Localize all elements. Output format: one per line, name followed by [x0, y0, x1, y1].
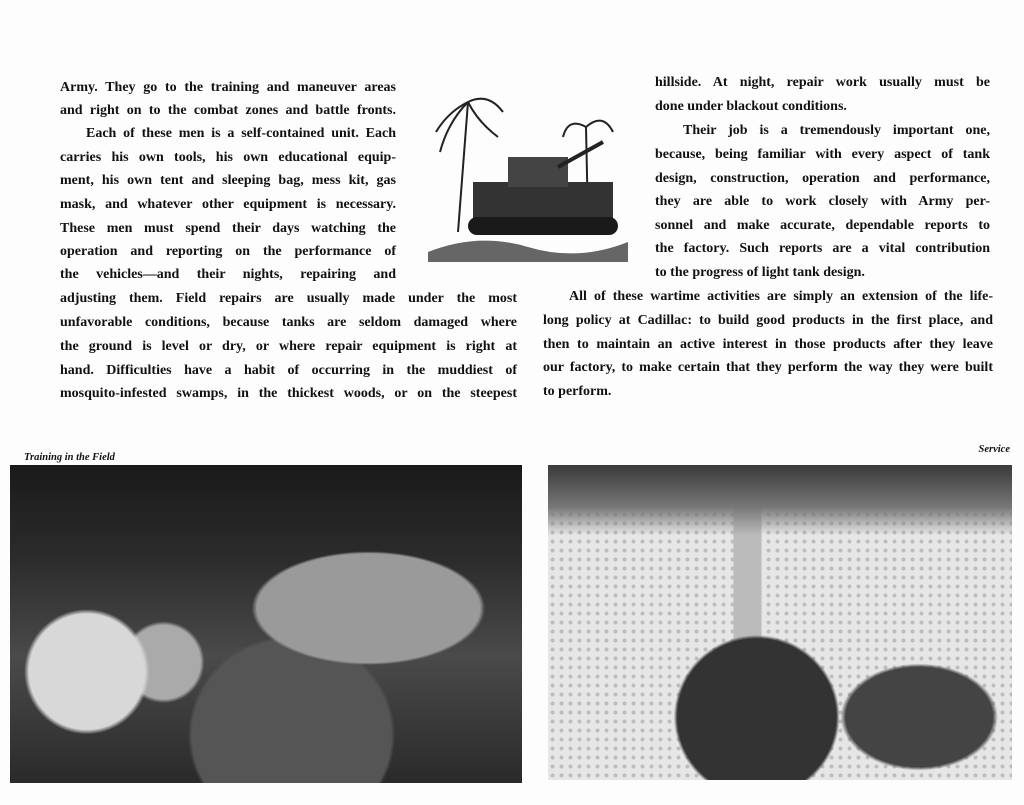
- caption-training-in-the-field: Training in the Field: [24, 452, 115, 463]
- left_column-text-line: Each of these men is a self-contained unit. Each: [86, 126, 396, 141]
- right_column-text-line: to perform.: [543, 384, 612, 399]
- left_column-text-line: the ground is level or dry, or where repair equipment is right at: [60, 339, 517, 354]
- right_column-text-line: because, being familiar with every aspect of tank: [655, 147, 990, 162]
- left_column-text-line: These men must spend their days watching the: [60, 221, 396, 236]
- left_column-text-line: the vehicles—and their nights, repairing and: [60, 267, 396, 282]
- tank-illustration: [428, 82, 628, 262]
- photo-service: [548, 465, 1012, 780]
- left_column-text-line: ment, his own tent and sleeping bag, mess kit, gas: [60, 173, 396, 188]
- left_column-text-line: adjusting them. Field repairs are usually made under the most: [60, 291, 517, 306]
- right_column-text-line: hillside. At night, repair work usually must be: [655, 75, 990, 90]
- right_column-text-line: then to maintain an active interest in those products after they leave: [543, 337, 993, 352]
- left_column-text-line: operation and reporting on the performance of: [60, 244, 396, 259]
- right_column-text-line: done under blackout conditions.: [655, 99, 847, 114]
- left_column-text-line: mosquito-infested swamps, in the thickest woods, or on the steepest: [60, 386, 517, 401]
- left_column-text-line: unfavorable conditions, because tanks are seldom damaged where: [60, 315, 517, 330]
- right_column-text-line: All of these wartime activities are simply an extension of the life-: [569, 289, 993, 304]
- caption-service: Service: [978, 444, 1010, 455]
- right_column-text-line: design, construction, operation and performance,: [655, 171, 990, 186]
- left_column-text-line: hand. Difficulties have a habit of occurring in the muddiest of: [60, 363, 517, 378]
- photo-training-in-the-field: [10, 465, 522, 783]
- right_column-text-line: they are able to work closely with Army per-: [655, 194, 990, 209]
- left_column-text-line: mask, and whatever other equipment is necessary.: [60, 197, 396, 212]
- right_column-text-line: long policy at Cadillac: to build good products in the first place, and: [543, 313, 993, 328]
- right_column-text-line: Their job is a tremendously important one,: [683, 123, 990, 138]
- left_column-text-line: carries his own tools, his own educational equip-: [60, 150, 396, 165]
- right_column-text-line: our factory, to make certain that they perform the way they were built: [543, 360, 993, 375]
- left_column-text-line: and right on to the combat zones and battle fronts.: [60, 103, 396, 118]
- right_column-text-line: the factory. Such reports are a vital contribution: [655, 241, 990, 256]
- right_column-text-line: sonnel and make accurate, dependable reports to: [655, 218, 990, 233]
- right_column-text-line: to the progress of light tank design.: [655, 265, 865, 280]
- left_column-text-line: Army. They go to the training and maneuver areas: [60, 80, 396, 95]
